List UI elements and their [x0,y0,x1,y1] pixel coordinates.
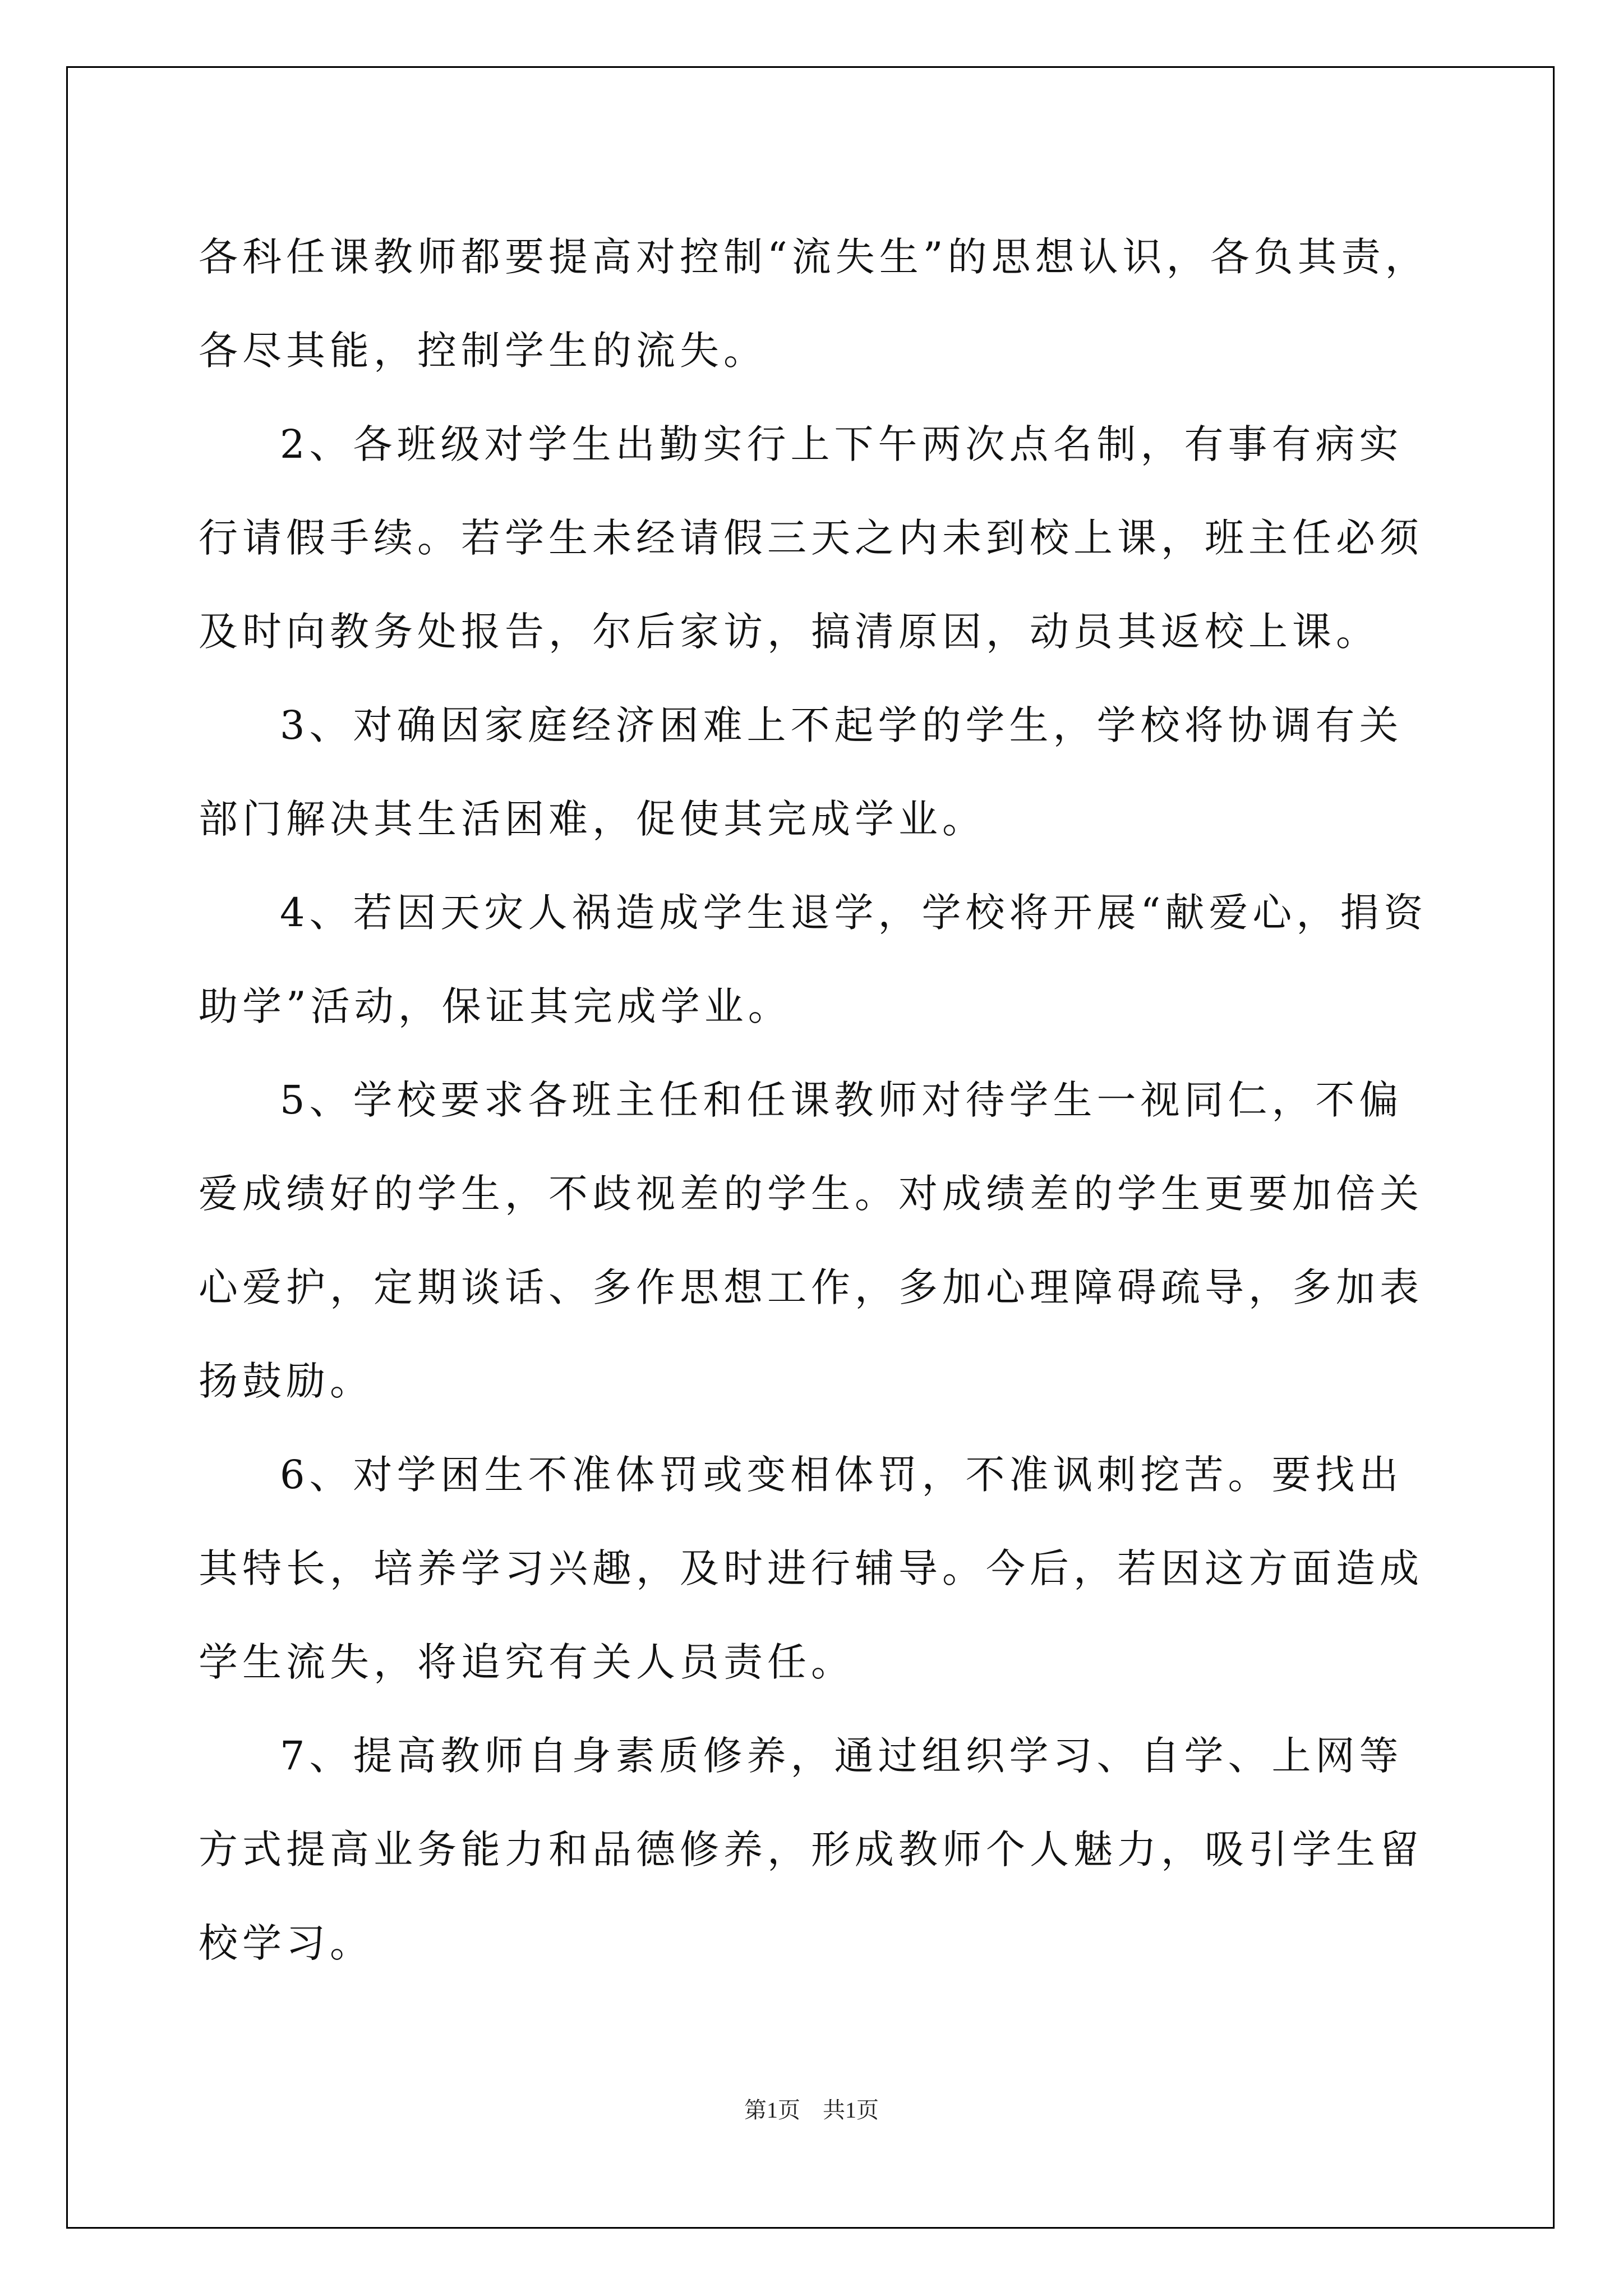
paragraph-item-4: 4、若因天灾人祸造成学生退学，学校将开展“献爱心，捐资助学”活动，保证其完成学业。 [199,890,1428,1029]
paragraph-item-7: 7、提高教师自身素质修养，通过组织学习、自学、上网等方式提高业务能力和品德修养，形成教师个人魅力，吸引学生留校学习。 [199,1733,1423,1966]
paragraph-intro: 各科任课教师都要提高对控制“流失生”的思想认识，各负其责，各尽其能，控制学生的流失。 [199,234,1429,374]
document-body [199,210,1432,1990]
paragraph-item-2: 2、各班级对学生出勤实行上下午两次点名制，有事有病实行请假手续。若学生未经请假三天之内未到校上课，班主任必须及时向教务处报告，尔后家访，搞清原因，动员其返校上课。 [199,421,1423,655]
paragraph-item-3: 3、对确因家庭经济困难上不起学的学生，学校将协调有关部门解决其生活困难，促使其完成学业。 [199,702,1403,842]
paragraph-item-5: 5、学校要求各班主任和任课教师对待学生一视同仁，不偏爱成绩好的学生，不歧视差的学生。对成绩差的学生更要加倍关心爱护，定期谈话、多作思想工作，多加心理障碍疏导，多加表扬鼓励。 [199,1077,1423,1404]
page-number-footer: 第1页 共1页 [744,2097,879,2123]
paragraph-item-6: 6、对学困生不准体罚或变相体罚，不准讽刺挖苦。要找出其特长，培养学习兴趣，及时进行辅导。今后，若因这方面造成学生流失，将追究有关人员责任。 [199,1452,1423,1685]
